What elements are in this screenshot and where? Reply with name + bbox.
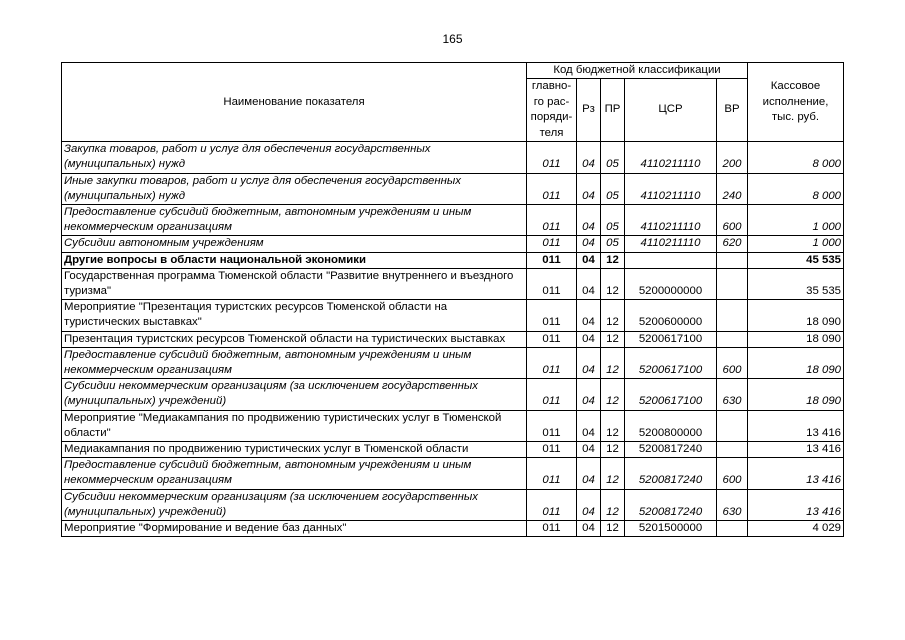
table-body bbox=[62, 142, 844, 537]
row-glava: 011 bbox=[527, 458, 577, 489]
header-vr: ВР bbox=[717, 79, 748, 142]
row-csr: 5200817240 bbox=[625, 458, 717, 489]
row-rz: 04 bbox=[577, 331, 601, 347]
row-name: Другие вопросы в области национальной экономики bbox=[62, 252, 527, 268]
row-vr: 600 bbox=[717, 458, 748, 489]
table-row bbox=[62, 379, 844, 410]
row-glava: 011 bbox=[527, 173, 577, 204]
row-name: Предоставление субсидий бюджетным, автономным учреждениям и иным некоммерческим организациям bbox=[62, 205, 527, 236]
row-glava: 011 bbox=[527, 410, 577, 441]
row-vr: 630 bbox=[717, 489, 748, 520]
header-code-group: Код бюджетной классификации bbox=[527, 63, 748, 79]
row-csr: 5201500000 bbox=[625, 521, 717, 537]
row-amount: 13 416 bbox=[748, 410, 844, 441]
table-row bbox=[62, 205, 844, 236]
row-csr: 5200800000 bbox=[625, 410, 717, 441]
row-amount: 18 090 bbox=[748, 379, 844, 410]
row-pr: 12 bbox=[601, 331, 625, 347]
row-pr: 05 bbox=[601, 142, 625, 173]
row-rz: 04 bbox=[577, 268, 601, 299]
row-rz: 04 bbox=[577, 489, 601, 520]
row-pr: 12 bbox=[601, 252, 625, 268]
row-vr bbox=[717, 410, 748, 441]
row-csr: 4110211110 bbox=[625, 236, 717, 252]
row-csr: 5200617100 bbox=[625, 347, 717, 378]
row-pr: 12 bbox=[601, 268, 625, 299]
row-csr: 5200617100 bbox=[625, 379, 717, 410]
row-vr bbox=[717, 252, 748, 268]
page-number: 165 bbox=[442, 32, 463, 46]
row-csr: 5200000000 bbox=[625, 268, 717, 299]
row-name: Предоставление субсидий бюджетным, автономным учреждениям и иным некоммерческим организациям bbox=[62, 347, 527, 378]
row-name: Мероприятие "Формирование и ведение баз данных" bbox=[62, 521, 527, 537]
row-pr: 12 bbox=[601, 410, 625, 441]
row-name: Мероприятие "Медиакампания по продвижению туристических услуг в Тюменской области" bbox=[62, 410, 527, 441]
row-vr bbox=[717, 331, 748, 347]
row-name: Мероприятие "Презентация туристских ресурсов Тюменской области на туристических выставках" bbox=[62, 300, 527, 331]
row-pr: 12 bbox=[601, 521, 625, 537]
row-pr: 05 bbox=[601, 173, 625, 204]
row-pr: 05 bbox=[601, 236, 625, 252]
row-name: Медиакампания по продвижению туристических услуг в Тюменской области bbox=[62, 442, 527, 458]
row-vr: 240 bbox=[717, 173, 748, 204]
row-vr: 620 bbox=[717, 236, 748, 252]
row-csr bbox=[625, 252, 717, 268]
row-amount: 13 416 bbox=[748, 442, 844, 458]
row-csr: 5200817240 bbox=[625, 442, 717, 458]
row-glava: 011 bbox=[527, 379, 577, 410]
row-glava: 011 bbox=[527, 300, 577, 331]
budget-table bbox=[61, 62, 844, 537]
table-row bbox=[62, 268, 844, 299]
row-glava: 011 bbox=[527, 331, 577, 347]
row-vr bbox=[717, 300, 748, 331]
row-amount: 4 029 bbox=[748, 521, 844, 537]
table-row bbox=[62, 236, 844, 252]
row-pr: 12 bbox=[601, 347, 625, 378]
header-name: Наименование показателя bbox=[62, 63, 527, 142]
row-glava: 011 bbox=[527, 236, 577, 252]
table-row bbox=[62, 489, 844, 520]
table-row bbox=[62, 173, 844, 204]
row-name: Иные закупки товаров, работ и услуг для обеспечения государственных (муниципальных) нужд bbox=[62, 173, 527, 204]
row-amount: 8 000 bbox=[748, 173, 844, 204]
row-glava: 011 bbox=[527, 442, 577, 458]
row-pr: 05 bbox=[601, 205, 625, 236]
header-amount: Кассовое исполнение, тыс. руб. bbox=[748, 63, 844, 142]
row-pr: 12 bbox=[601, 458, 625, 489]
row-csr: 4110211110 bbox=[625, 173, 717, 204]
row-csr: 4110211110 bbox=[625, 142, 717, 173]
row-glava: 011 bbox=[527, 347, 577, 378]
table-row bbox=[62, 252, 844, 268]
row-vr: 600 bbox=[717, 347, 748, 378]
row-name: Закупка товаров, работ и услуг для обеспечения государственных (муниципальных) нужд bbox=[62, 142, 527, 173]
row-glava: 011 bbox=[527, 268, 577, 299]
row-amount: 18 090 bbox=[748, 331, 844, 347]
row-vr: 600 bbox=[717, 205, 748, 236]
row-rz: 04 bbox=[577, 442, 601, 458]
row-name: Субсидии некоммерческим организациям (за исключением государственных (муниципальных) учреждений) bbox=[62, 489, 527, 520]
row-csr: 5200600000 bbox=[625, 300, 717, 331]
table-row bbox=[62, 521, 844, 537]
row-rz: 04 bbox=[577, 521, 601, 537]
row-vr bbox=[717, 268, 748, 299]
table-row bbox=[62, 142, 844, 173]
row-amount: 18 090 bbox=[748, 300, 844, 331]
table-row bbox=[62, 410, 844, 441]
row-name: Субсидии автономным учреждениям bbox=[62, 236, 527, 252]
row-pr: 12 bbox=[601, 489, 625, 520]
row-rz: 04 bbox=[577, 205, 601, 236]
row-pr: 12 bbox=[601, 300, 625, 331]
row-glava: 011 bbox=[527, 205, 577, 236]
row-rz: 04 bbox=[577, 300, 601, 331]
row-rz: 04 bbox=[577, 347, 601, 378]
table-row bbox=[62, 347, 844, 378]
row-glava: 011 bbox=[527, 252, 577, 268]
table-header bbox=[62, 63, 844, 142]
header-glava: главно- го рас- поряди- теля bbox=[527, 79, 577, 142]
row-rz: 04 bbox=[577, 379, 601, 410]
header-rz: Рз bbox=[577, 79, 601, 142]
row-pr: 12 bbox=[601, 379, 625, 410]
row-amount: 8 000 bbox=[748, 142, 844, 173]
header-pr: ПР bbox=[601, 79, 625, 142]
row-glava: 011 bbox=[527, 142, 577, 173]
table-row bbox=[62, 458, 844, 489]
row-csr: 4110211110 bbox=[625, 205, 717, 236]
row-pr: 12 bbox=[601, 442, 625, 458]
row-vr: 200 bbox=[717, 142, 748, 173]
row-amount: 13 416 bbox=[748, 458, 844, 489]
row-amount: 45 535 bbox=[748, 252, 844, 268]
row-rz: 04 bbox=[577, 458, 601, 489]
row-csr: 5200817240 bbox=[625, 489, 717, 520]
row-glava: 011 bbox=[527, 521, 577, 537]
row-rz: 04 bbox=[577, 173, 601, 204]
table-row bbox=[62, 300, 844, 331]
row-rz: 04 bbox=[577, 142, 601, 173]
row-amount: 35 535 bbox=[748, 268, 844, 299]
row-vr: 630 bbox=[717, 379, 748, 410]
row-amount: 18 090 bbox=[748, 347, 844, 378]
row-vr bbox=[717, 521, 748, 537]
row-csr: 5200617100 bbox=[625, 331, 717, 347]
header-csr: ЦСР bbox=[625, 79, 717, 142]
row-rz: 04 bbox=[577, 410, 601, 441]
row-rz: 04 bbox=[577, 252, 601, 268]
row-amount: 1 000 bbox=[748, 205, 844, 236]
row-vr bbox=[717, 442, 748, 458]
row-amount: 13 416 bbox=[748, 489, 844, 520]
table-row bbox=[62, 331, 844, 347]
row-name: Предоставление субсидий бюджетным, автономным учреждениям и иным некоммерческим организациям bbox=[62, 458, 527, 489]
row-name: Презентация туристских ресурсов Тюменской области на туристических выставках bbox=[62, 331, 527, 347]
row-name: Государственная программа Тюменской области "Развитие внутреннего и въездного туризма" bbox=[62, 268, 527, 299]
row-name: Субсидии некоммерческим организациям (за исключением государственных (муниципальных) учреждений) bbox=[62, 379, 527, 410]
row-amount: 1 000 bbox=[748, 236, 844, 252]
row-rz: 04 bbox=[577, 236, 601, 252]
table-row bbox=[62, 442, 844, 458]
row-glava: 011 bbox=[527, 489, 577, 520]
